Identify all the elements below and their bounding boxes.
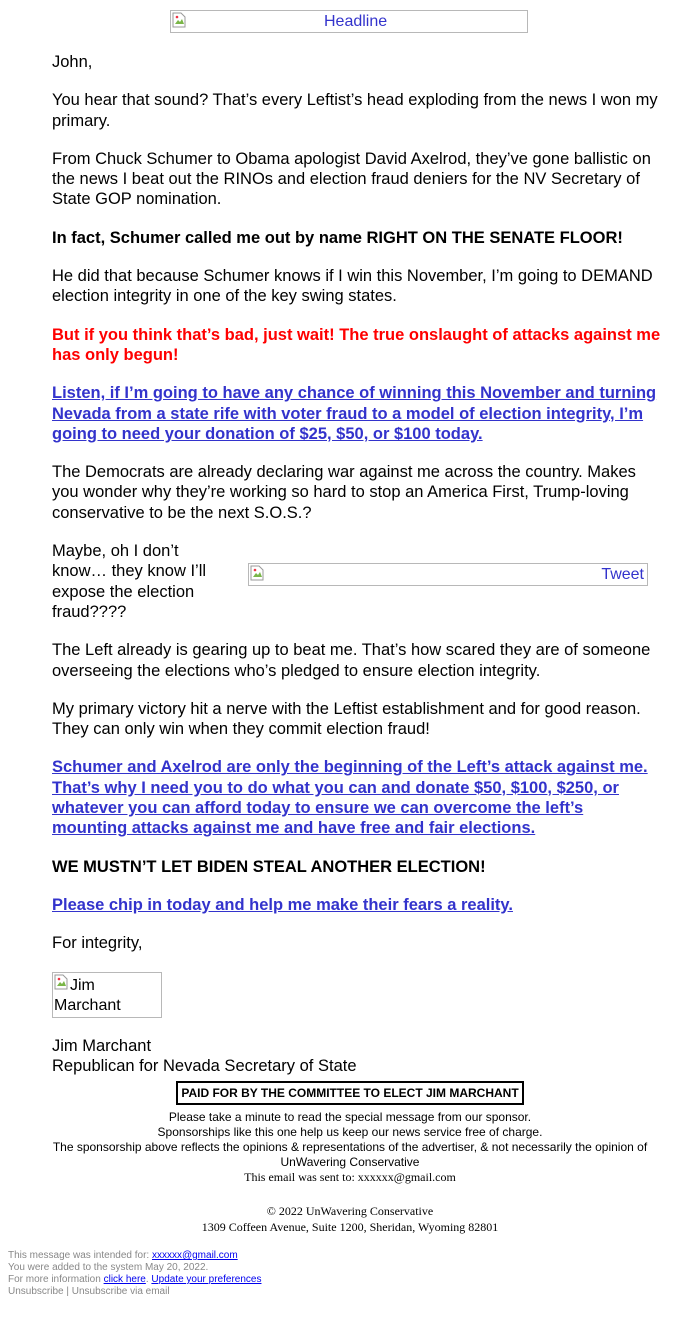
donate-link-2[interactable]: Schumer and Axelrod are only the beginning of the Left’s attack against me. That’s why I need you to do what you can and donate $50, $100, $250, or whatever you can afford today to ensure we can overcome the left’s mounting attacks against me and have free and fair elections.	[52, 758, 648, 838]
paragraph-2: From Chuck Schumer to Obama apologist David Axelrod, they’ve gone ballistic on the news I beat out the RINOs and election fraud deniers for the NV Secretary of State GOP nomination.	[52, 149, 651, 209]
signer-name: Jim Marchant	[52, 1037, 152, 1055]
added-line: You were added to the system May 20, 2022.	[8, 1262, 209, 1273]
intended-email-link[interactable]: xxxxxx@gmail.com	[151, 1250, 238, 1261]
sponsor-line-2: Sponsorships like this one help us keep our news service free of charge.	[157, 1125, 543, 1139]
tweet-alt-text: Tweet	[601, 566, 644, 583]
headline-alt-text: Headline	[324, 13, 388, 30]
update-preferences-link[interactable]: Update your preferences	[151, 1274, 262, 1285]
headline-image[interactable]	[170, 10, 528, 33]
click-here-link[interactable]: click here	[103, 1274, 146, 1285]
signer-title: Republican for Nevada Secretary of State	[52, 1057, 357, 1076]
email-meta-footer	[8, 1250, 261, 1298]
signature-image	[52, 972, 162, 1018]
paid-for-disclaimer: PAID FOR BY THE COMMITTEE TO ELECT JIM MARCHANT	[176, 1081, 524, 1105]
paragraph-7: Maybe, oh I don’t know… they know I’ll expose the election fraud????	[52, 542, 207, 621]
paragraph-4: He did that because Schumer knows if I win this November, I’m going to DEMAND election integrity in one of the key swing states.	[52, 267, 653, 306]
donate-link-3[interactable]: Please chip in today and help me make their fears a reality.	[52, 895, 513, 914]
paragraph-3-bold: In fact, Schumer called me out by name RIGHT ON THE SENATE FLOOR!	[52, 228, 623, 247]
sponsor-notice	[20, 1110, 680, 1185]
paragraph-1: You hear that sound? That’s every Leftist’s head exploding from the news I won my primary.	[52, 91, 658, 130]
broken-image-icon	[250, 565, 264, 581]
sent-to-line: This email was sent to: xxxxxx@gmail.com	[244, 1170, 456, 1184]
signature-block	[52, 1036, 357, 1077]
sent-to-email: xxxxxx@gmail.com	[357, 1170, 456, 1184]
intended-line: This message was intended for: xxxxxx@gmail.com	[8, 1250, 238, 1261]
closing: For integrity,	[52, 934, 143, 953]
signature-alt-text: Jim Marchant	[54, 977, 121, 1014]
sponsor-line-1: Please take a minute to read the special message from our sponsor.	[168, 1110, 532, 1124]
sponsor-line-3: The sponsorship above reflects the opinions & representations of the advertiser, & not necessarily the opinion of UnWavering Conservative	[52, 1140, 648, 1169]
copyright-text: © 2022 UnWavering Conservative	[266, 1204, 434, 1218]
unsubscribe-line[interactable]: Unsubscribe | Unsubscribe via email	[8, 1286, 170, 1297]
email-body	[52, 52, 662, 972]
paragraph-10-bold: WE MUSTN’T LET BIDEN STEAL ANOTHER ELECTION!	[52, 857, 486, 876]
paragraph-5-red: But if you think that’s bad, just wait! The true onslaught of attacks against me has only begun!	[52, 325, 661, 364]
paragraph-9: My primary victory hit a nerve with the Leftist establishment and for good reason. They can only win when they commit election fraud!	[52, 699, 641, 739]
greeting: John,	[52, 53, 93, 71]
tweet-image[interactable]	[248, 563, 648, 586]
paragraph-6: The Democrats are already declaring war against me across the country. Makes you wonder why they’re working so hard to stop an America First, Trump-loving conservative to be the next S.O.S.?	[52, 463, 636, 522]
donate-link-1[interactable]: Listen, if I’m going to have any chance of winning this November and turning Nevada from a state rife with voter fraud to a model of election integrity, I’m going to need your donation of $25, $50, or $100 today.	[52, 384, 657, 443]
more-info-line: For more information click here. Update your preferences	[8, 1274, 262, 1285]
mailing-address: 1309 Coffeen Avenue, Suite 1200, Sheridan, Wyoming 82801	[201, 1220, 499, 1234]
copyright-block	[20, 1203, 680, 1235]
broken-image-icon	[172, 12, 186, 28]
paragraph-8: The Left already is gearing up to beat me. That’s how scared they are of someone overseeing the elections who’s pledged to ensure election integrity.	[52, 641, 651, 680]
